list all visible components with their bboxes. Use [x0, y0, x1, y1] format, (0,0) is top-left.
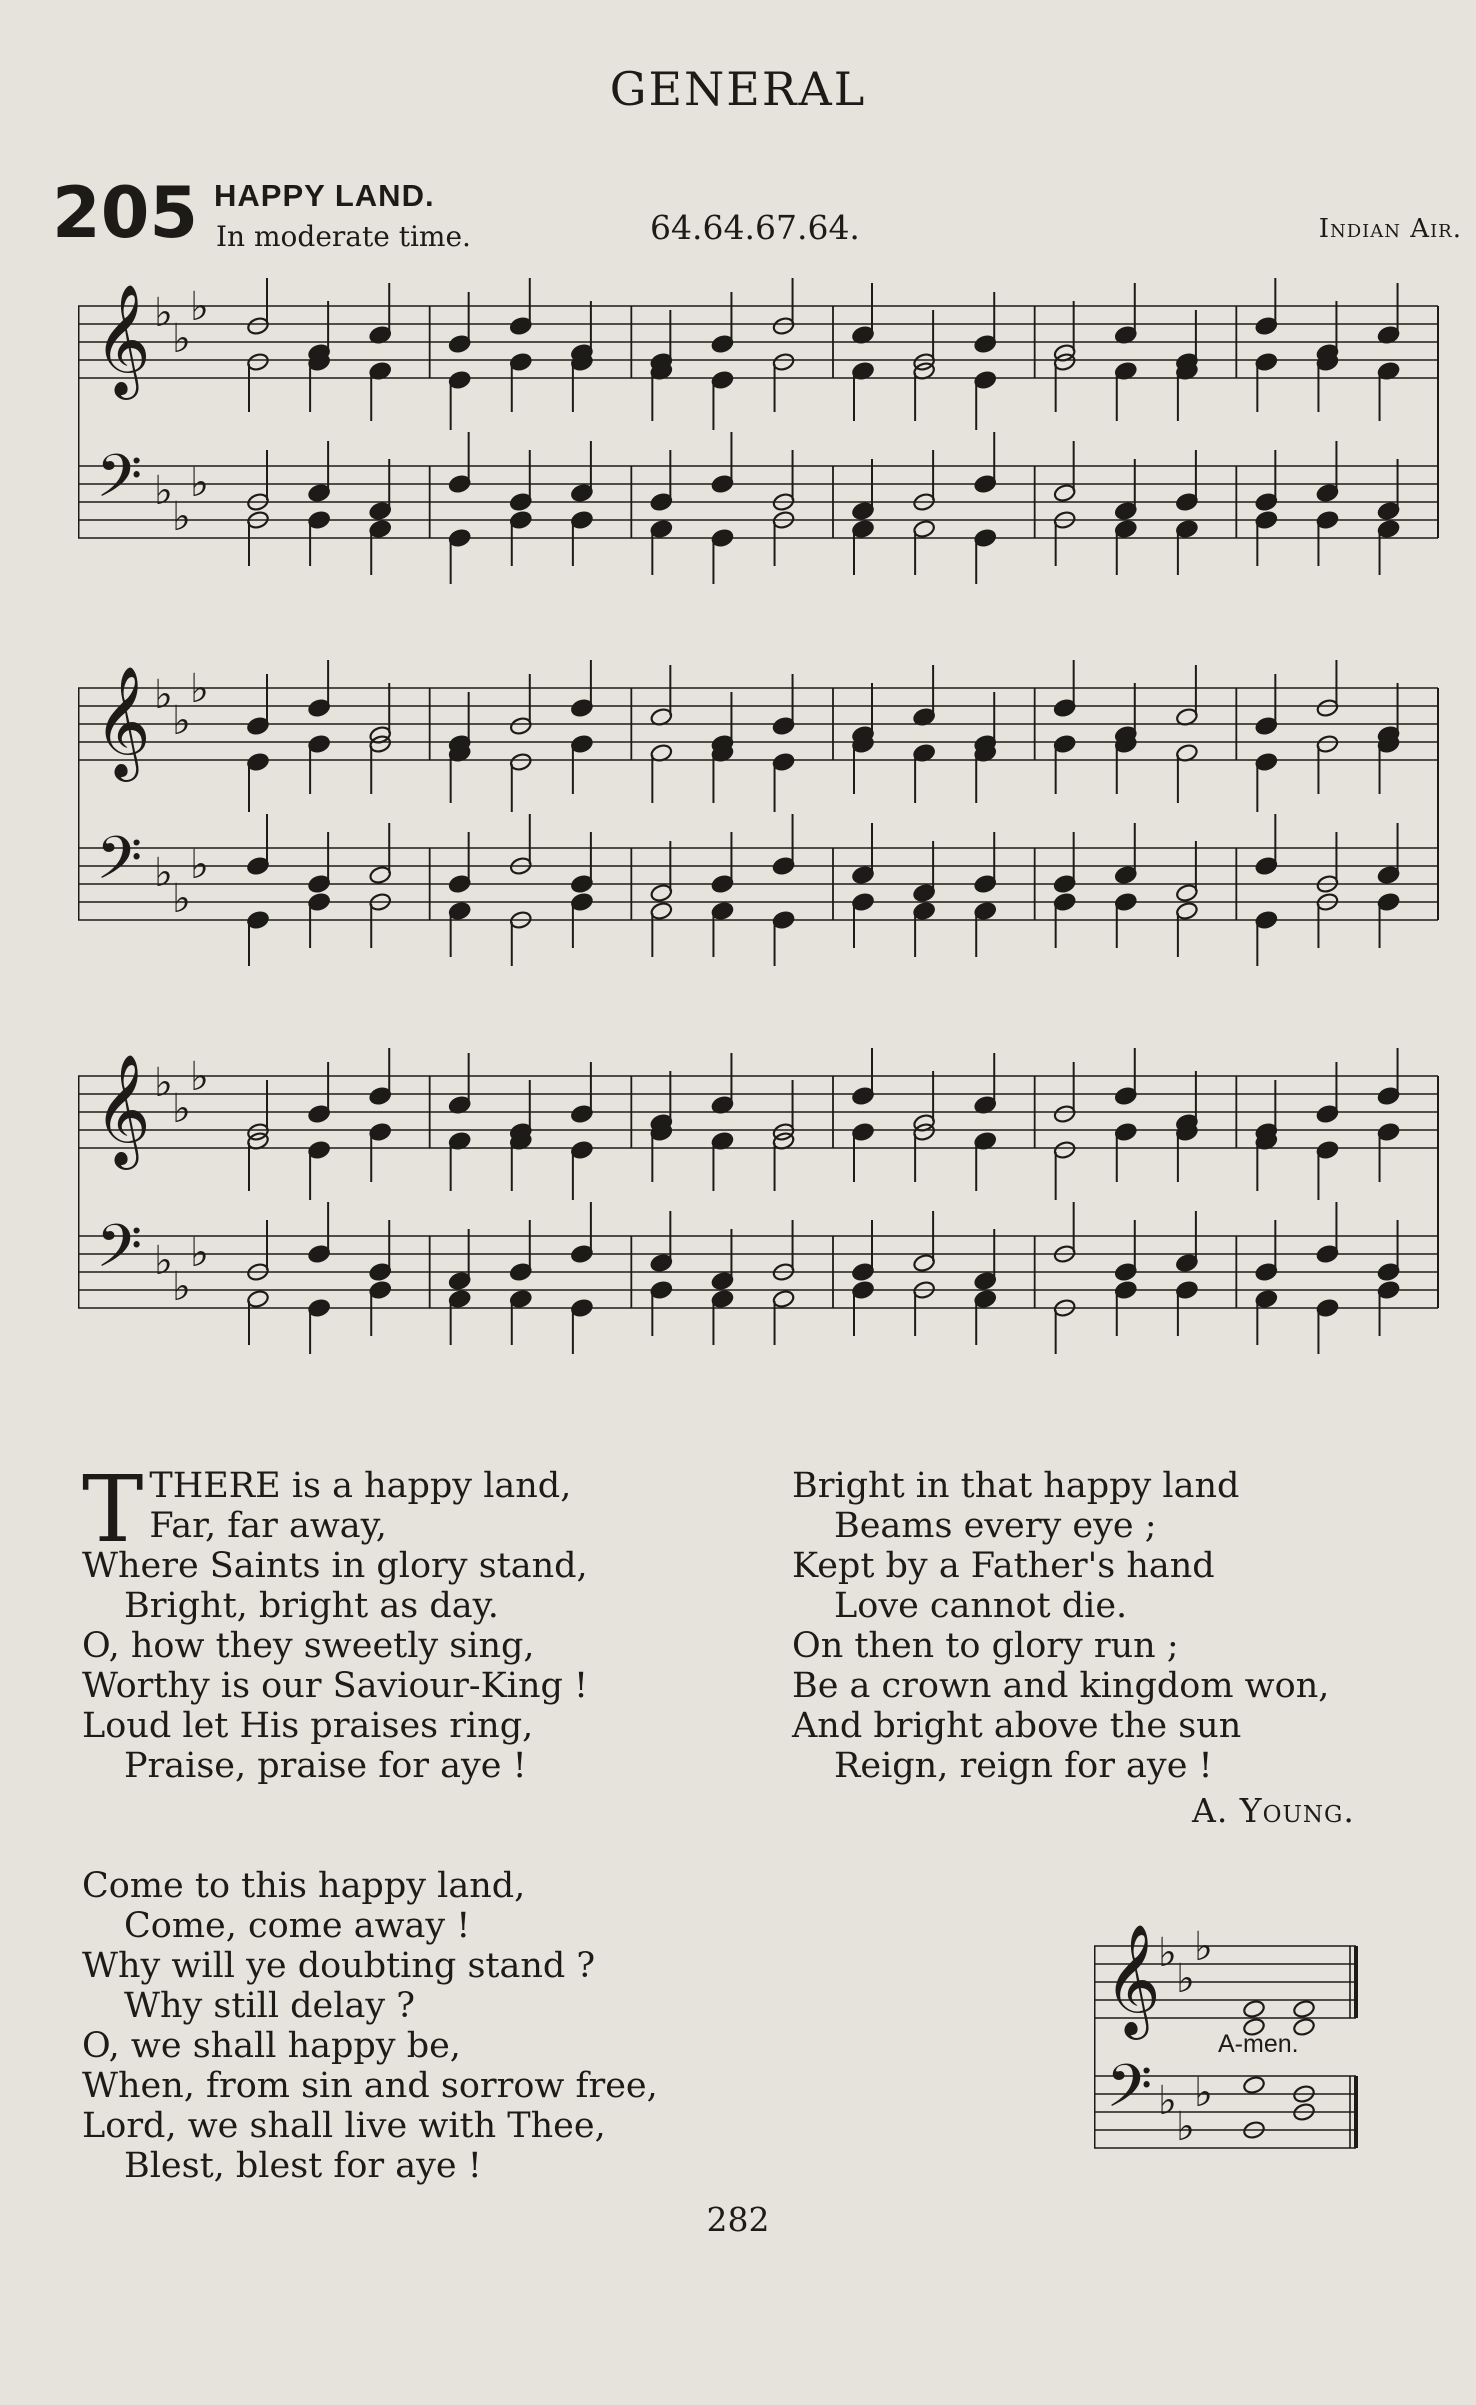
verse-3-line-2: Beams every eye ;	[834, 1506, 1157, 1546]
note-head	[1242, 2075, 1266, 2095]
bass-clef: 𝄢	[96, 823, 143, 907]
meter-label: 64.64.67.64.	[650, 208, 860, 247]
amen-label: A-men.	[1218, 2030, 1299, 2058]
page-number: 282	[706, 2200, 770, 2239]
verse-2-line-2: Come, come away !	[124, 1906, 471, 1946]
flat-sign: ♭	[190, 842, 209, 888]
verse-3	[792, 1466, 1329, 1786]
author-attribution: A. Young.	[1192, 1791, 1355, 1830]
verse-1-line-3: Where Saints in glory stand,	[82, 1546, 588, 1586]
verse-3-line-1: Bright in that happy land	[792, 1466, 1240, 1506]
treble-clef: 𝄞	[94, 283, 151, 395]
tempo-marking: In moderate time.	[216, 220, 471, 253]
flat-sign: ♭	[1176, 2104, 1195, 2150]
flat-sign: ♭	[172, 876, 191, 922]
verse-3-line-8: Reign, reign for aye !	[834, 1746, 1213, 1786]
verse-1-line-5: O, how they sweetly sing,	[82, 1626, 535, 1666]
verse-1-line-7: Loud let His praises ring,	[82, 1706, 534, 1746]
hymn-number: 205	[52, 172, 199, 254]
verse-1-line-8: Praise, praise for aye !	[124, 1746, 527, 1786]
score-system-2	[78, 660, 1448, 990]
verse-1-line-1-text: THERE is a happy land,	[149, 1466, 572, 1506]
drop-cap: T	[82, 1456, 144, 1563]
flat-sign: ♭	[1158, 1930, 1177, 1976]
treble-clef: 𝄞	[94, 1053, 151, 1165]
tune-source: Indian Air.	[1318, 214, 1462, 244]
verse-2-line-4: Why still delay ?	[124, 1986, 415, 2026]
flat-sign: ♭	[154, 672, 173, 718]
bass-clef: 𝄢	[96, 1211, 143, 1295]
verse-3-line-7: And bright above the sun	[792, 1706, 1242, 1746]
hymn-title: HAPPY LAND.	[214, 178, 435, 213]
music-system-3	[78, 1048, 1448, 1378]
flat-sign: ♭	[172, 494, 191, 540]
verse-3-line-4: Love cannot die.	[834, 1586, 1128, 1626]
flat-sign: ♭	[190, 1054, 209, 1100]
verse-2-line-3: Why will ye doubting stand ?	[82, 1946, 596, 1986]
score-system-1	[78, 278, 1448, 608]
verse-1-line-6: Worthy is our Saviour-King !	[82, 1666, 589, 1706]
verse-2-line-5: O, we shall happy be,	[82, 2026, 461, 2066]
treble-clef: 𝄞	[94, 665, 151, 777]
running-title: GENERAL	[609, 62, 867, 116]
note-head	[1242, 1999, 1266, 2019]
score-system-3	[78, 1048, 1448, 1378]
flat-sign: ♭	[1194, 2070, 1213, 2116]
flat-sign: ♭	[172, 316, 191, 362]
flat-sign: ♭	[1176, 1956, 1195, 2002]
verse-2	[82, 1866, 658, 2186]
flat-sign: ♭	[154, 1060, 173, 1106]
bass-clef: 𝄢	[1106, 2051, 1153, 2135]
music-system-1	[78, 278, 1448, 608]
flat-sign: ♭	[154, 850, 173, 896]
flat-sign: ♭	[190, 666, 209, 712]
flat-sign: ♭	[154, 1238, 173, 1284]
flat-sign: ♭	[154, 290, 173, 336]
flat-sign: ♭	[190, 1230, 209, 1276]
flat-sign: ♭	[154, 468, 173, 514]
flat-sign: ♭	[1194, 1924, 1213, 1970]
verse-2-line-1: Come to this happy land,	[82, 1866, 526, 1906]
verse-2-line-7: Lord, we shall live with Thee,	[82, 2106, 606, 2146]
bass-clef: 𝄢	[96, 441, 143, 525]
verse-2-line-6: When, from sin and sorrow free,	[82, 2066, 658, 2106]
note-head	[1292, 1999, 1316, 2019]
flat-sign: ♭	[1158, 2078, 1177, 2124]
verse-3-line-6: Be a crown and kingdom won,	[792, 1666, 1330, 1706]
flat-sign: ♭	[172, 1086, 191, 1132]
flat-sign: ♭	[172, 1264, 191, 1310]
verse-3-line-3: Kept by a Father's hand	[792, 1546, 1215, 1586]
verse-3-line-5: On then to glory run ;	[792, 1626, 1179, 1666]
treble-clef: 𝄞	[1104, 1923, 1161, 2035]
verse-1-line-4: Bright, bright as day.	[124, 1586, 499, 1626]
flat-sign: ♭	[190, 460, 209, 506]
verse-2-line-8: Blest, blest for aye !	[124, 2146, 482, 2186]
verse-1	[82, 1456, 589, 1786]
flat-sign: ♭	[190, 284, 209, 330]
flat-sign: ♭	[172, 698, 191, 744]
verse-1-line-2: Far, far away,	[149, 1506, 387, 1546]
music-system-2	[78, 660, 1448, 990]
